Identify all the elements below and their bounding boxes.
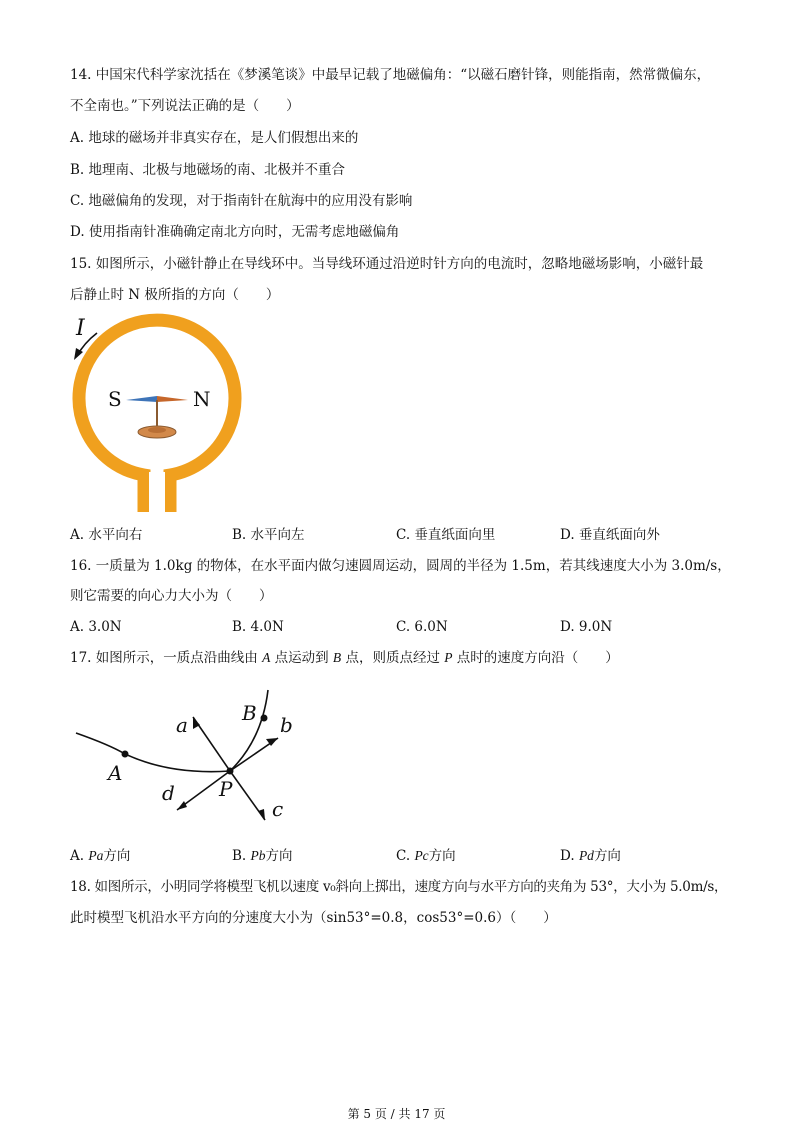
option-letter: B. xyxy=(232,848,251,864)
q17-text: 点时的速度方向沿（ ） xyxy=(452,650,619,666)
q14-option-c: C. 地磁偏角的发现，对于指南针在航海中的应用没有影响 xyxy=(70,193,413,209)
q17-option-b xyxy=(232,847,293,865)
option-text: 方向 xyxy=(593,848,621,864)
arrow-d-label: d xyxy=(162,781,175,805)
option-text: 方向 xyxy=(428,848,456,864)
q16-option-a: A. 3.0N xyxy=(70,619,122,635)
option-var: Pb xyxy=(250,848,266,863)
q14-stem-line1: 14. 中国宋代科学家沈括在《梦溪笔谈》中最早记载了地磁偏角：“以磁石磨针锋，则能指南，然常微偏东， xyxy=(70,67,711,83)
point-b-label: B xyxy=(242,701,257,725)
arrow-b-label: b xyxy=(280,713,293,737)
q17-var-b: B xyxy=(332,650,342,665)
q17-text: 点运动到 xyxy=(270,650,333,666)
q15-stem-line1: 15. 如图所示，小磁针静止在导线环中。当导线环通过沿逆时针方向的电流时，忽略地磁场影响，小磁针最 xyxy=(70,256,704,272)
option-letter: C. xyxy=(396,848,415,864)
q16-option-b: B. 4.0N xyxy=(232,619,284,635)
q17-text: 17. 如图所示，一质点沿曲线由 xyxy=(70,650,263,666)
point-p-label: P xyxy=(219,777,233,801)
q17-option-d xyxy=(560,847,621,865)
north-pole-label: N xyxy=(193,387,211,411)
q18-stem-line2: 此时模型飞机沿水平方向的分速度大小为（sin53°=0.8，cos53°=0.6）（ ） xyxy=(70,910,557,926)
q15-stem-line2: 后静止时 N 极所指的方向（ ） xyxy=(70,287,280,303)
q17-option-a xyxy=(70,847,130,865)
q18-stem-line1: 18. 如图所示，小明同学将模型飞机以速度 v₀斜向上掷出，速度方向与水平方向的夹角为 53°，大小为 5.0m/s， xyxy=(70,879,728,895)
option-var: Pc xyxy=(414,848,429,863)
q15-wire-loop-figure xyxy=(74,316,235,512)
option-text: 方向 xyxy=(103,848,131,864)
option-letter: A. xyxy=(70,848,89,864)
q16-option-c: C. 6.0N xyxy=(396,619,448,635)
q17-text: 点，则质点经过 xyxy=(341,650,445,666)
option-letter: D. xyxy=(560,848,579,864)
current-label: I xyxy=(76,316,85,341)
q15-option-b: B. 水平向左 xyxy=(232,527,305,543)
q16-stem-line2: 则它需要的向心力大小为（ ） xyxy=(70,588,273,604)
q14-option-a: A. 地球的磁场并非真实存在，是人们假想出来的 xyxy=(70,130,359,146)
south-pole-label: S xyxy=(108,387,122,411)
q14-stem-line2: 不全南也。”下列说法正确的是（ ） xyxy=(70,98,300,114)
option-var: Pd xyxy=(578,848,594,863)
point-a-label: A xyxy=(108,761,123,785)
q16-stem-line1: 16. 一质量为 1.0kg 的物体，在水平面内做匀速圆周运动，圆周的半径为 1.5m，若其线速度大小为 3.0m/s， xyxy=(70,558,731,574)
q17-var-a: A xyxy=(262,650,271,665)
q14-option-b: B. 地理南、北极与地磁场的南、北极并不重合 xyxy=(70,162,346,178)
arrow-c-label: c xyxy=(272,797,284,821)
q17-stem xyxy=(70,649,619,667)
q16-option-d: D. 9.0N xyxy=(560,619,613,635)
q15-option-a: A. 水平向右 xyxy=(70,527,143,543)
page-footer: 第 5 页 / 共 17 页 xyxy=(347,1107,446,1121)
q15-option-d: D. 垂直纸面向外 xyxy=(560,527,660,543)
q14-option-d: D. 使用指南针准确确定南北方向时，无需考虑地磁偏角 xyxy=(70,224,400,240)
option-text: 方向 xyxy=(265,848,293,864)
q17-option-c xyxy=(396,847,456,865)
q17-var-p: P xyxy=(444,650,453,665)
option-var: Pa xyxy=(88,848,104,863)
arrow-a-label: a xyxy=(176,713,188,737)
q15-option-c: C. 垂直纸面向里 xyxy=(396,527,496,543)
